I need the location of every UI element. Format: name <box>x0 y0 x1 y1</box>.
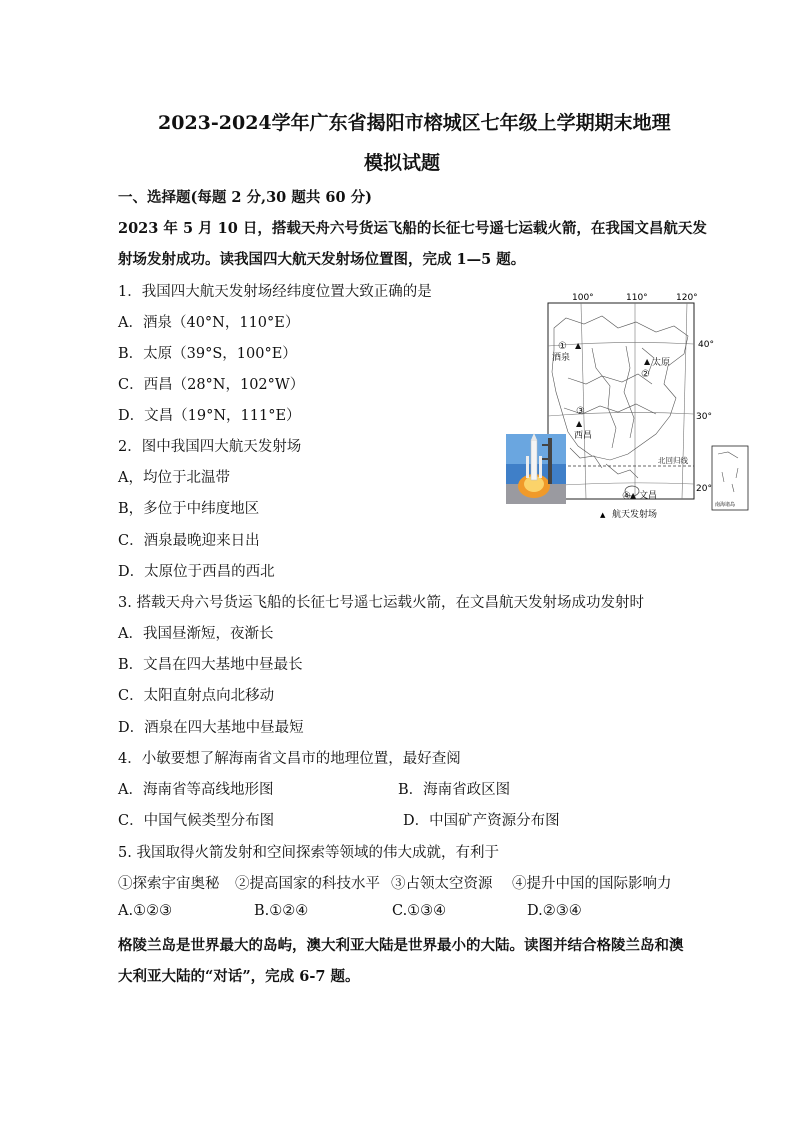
inset-label: 南海诸岛 <box>715 502 736 508</box>
q4-option-b: B．海南省政区图 <box>398 782 511 798</box>
lon-label-110: 110° <box>626 293 648 303</box>
q1-stem: 1．我国四大航天发射场经纬度位置大致正确的是 <box>118 284 432 300</box>
q2-option-b: B，多位于中纬度地区 <box>118 501 260 517</box>
title-line-2: 模拟试题 <box>364 152 441 174</box>
site-4-symbol: ▲ <box>630 491 637 500</box>
site-3-symbol: ▲ <box>576 419 583 428</box>
q3-option-d: D．酒泉在四大基地中昼最短 <box>118 720 304 736</box>
q5-option-c: C.①③④ <box>392 903 447 919</box>
q2-option-d: D．太原位于西昌的西北 <box>118 564 275 580</box>
marker-4: ④ <box>622 491 631 502</box>
intro2-line-1: 格陵兰岛是世界最大的岛屿，澳大利亚大陆是世界最小的大陆。读图并结合格陵兰岛和澳 <box>118 937 684 954</box>
launch-sites-map <box>506 288 778 522</box>
q2-option-c: C．酒泉最晚迎来日出 <box>118 533 260 549</box>
q4-option-a: A．海南省等高线地形图 <box>118 782 274 798</box>
intro-line-2: 射场发射成功。读我国四大航天发射场位置图，完成 1—5 题。 <box>118 251 526 268</box>
legend-symbol: ▲ <box>600 511 606 519</box>
q1-option-c: C．西昌（28°N，102°W） <box>118 377 305 393</box>
q1-option-d: D．文昌（19°N，111°E） <box>118 408 301 424</box>
q3-stem: 3. 搭载天舟六号货运飞船的长征七号遥七运载火箭，在文昌航天发射场成功发射时 <box>118 595 644 611</box>
q5-option-d: D.②③④ <box>527 903 582 919</box>
site-wenchang: 文昌 <box>639 491 658 501</box>
q1-option-b: B．太原（39°S，100°E） <box>118 346 297 362</box>
q5-item-4: ④提升中国的国际影响力 <box>512 876 672 892</box>
q3-option-b: B．文昌在四大基地中昼最长 <box>118 657 303 673</box>
q1-option-a: A．酒泉（40°N，110°E） <box>118 315 300 331</box>
q5-stem: 5. 我国取得火箭发射和空间探索等领域的伟大成就，有利于 <box>118 845 499 861</box>
marker-3: ③ <box>576 406 585 417</box>
q3-option-c: C．太阳直射点向北移动 <box>118 688 275 704</box>
q3-option-a: A．我国昼渐短，夜渐长 <box>118 626 274 642</box>
section-heading: 一、选择题(每题 2 分,30 题共 60 分) <box>118 189 372 206</box>
marker-1: ① <box>558 341 567 352</box>
title-line-1: 2023-2024学年广东省揭阳市榕城区七年级上学期期末地理 <box>158 112 671 134</box>
site-taiyuan: 太原 <box>652 358 671 368</box>
legend-label: 航天发射场 <box>612 510 658 520</box>
q5-item-3: ③占领太空资源 <box>391 876 493 892</box>
site-1-symbol: ▲ <box>575 341 582 350</box>
lon-label-100: 100° <box>572 293 594 303</box>
rocket-launch-photo <box>506 433 566 504</box>
lat-label-40: 40° <box>698 340 714 350</box>
site-xichang: 西昌 <box>574 431 593 441</box>
tropic-label: 北回归线 <box>658 456 688 465</box>
q2-option-a: A，均位于北温带 <box>118 470 230 486</box>
q5-item-2: ②提高国家的科技水平 <box>235 876 380 892</box>
q5-item-1: ①探索宇宙奥秘 <box>118 876 220 892</box>
q4-stem: 4．小敏要想了解海南省文昌市的地理位置，最好查阅 <box>118 751 461 767</box>
intro2-line-2: 大利亚大陆的“对话”，完成 6-7 题。 <box>118 968 360 985</box>
q4-option-d: D．中国矿产资源分布图 <box>403 813 560 829</box>
lat-label-30: 30° <box>696 412 712 422</box>
lat-label-20: 20° <box>696 484 712 494</box>
intro-line-1: 2023 年 5 月 10 日，搭载天舟六号货运飞船的长征七号遥七运载火箭，在我国文昌航天发 <box>118 220 707 237</box>
site-jiuquan: 酒泉 <box>552 353 571 363</box>
site-2-symbol: ▲ <box>644 357 651 366</box>
map-frame <box>548 303 694 499</box>
q5-option-b: B.①②④ <box>254 903 309 919</box>
marker-2: ② <box>641 369 650 380</box>
lon-label-120: 120° <box>676 293 698 303</box>
q2-stem: 2．图中我国四大航天发射场 <box>118 439 302 455</box>
q4-option-c: C．中国气候类型分布图 <box>118 813 275 829</box>
q5-option-a: A.①②③ <box>118 903 173 919</box>
south-china-sea-inset <box>712 446 748 510</box>
